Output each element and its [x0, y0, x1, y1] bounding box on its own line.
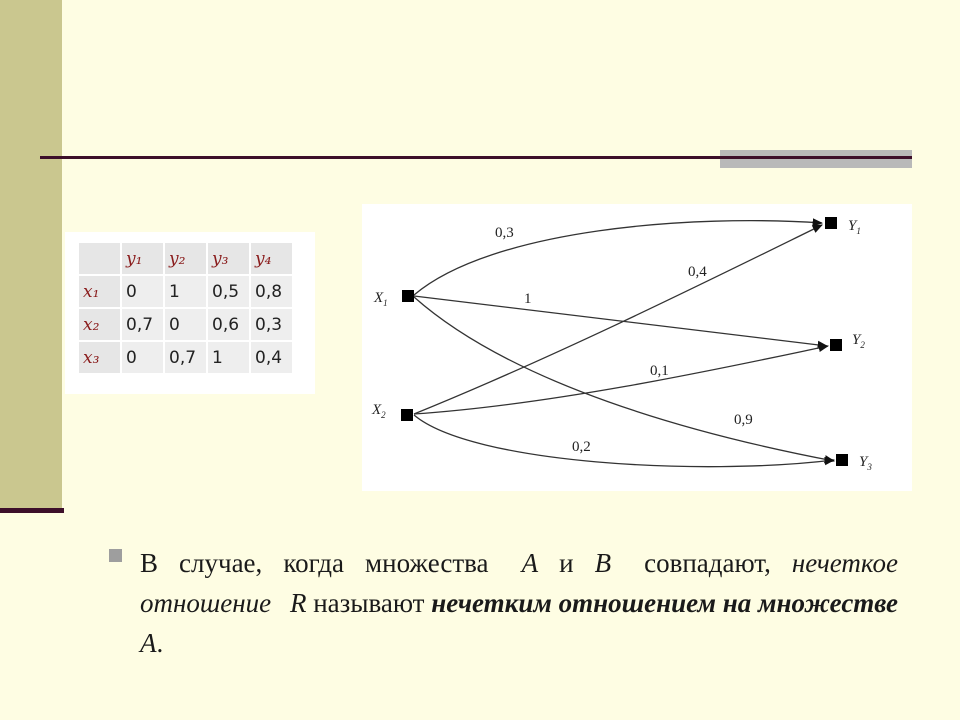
col-header-y4: y₄: [251, 243, 292, 274]
table-cell: 0,5: [208, 276, 249, 307]
edge-x2-y3: [414, 415, 834, 467]
table-cell: 0: [122, 276, 163, 307]
node-y1-label: $Y_1$: [848, 218, 861, 236]
edge-x1-y1: [414, 221, 822, 295]
node-y3-label: $Y_3$: [859, 454, 872, 472]
row-header-x3: x₃: [79, 342, 120, 373]
definition-term: нечетким отношением на множестве: [431, 588, 899, 618]
bullet-marker: [109, 549, 122, 562]
edge-label-x2-y3: 0,2: [572, 439, 591, 455]
title-rule-accent-line: [720, 156, 912, 159]
edge-label-x1-y1: 0,3: [495, 225, 514, 241]
left-decor-band: [0, 0, 62, 512]
table-cell: 0,6: [208, 309, 249, 340]
table-header-row: [79, 243, 292, 274]
table-cell: 0,8: [251, 276, 292, 307]
set-a: A: [521, 548, 539, 578]
node-x1: [402, 290, 414, 302]
table-row: [79, 342, 292, 373]
row-header-x2: x₂: [79, 309, 120, 340]
relation-r: R: [289, 588, 307, 618]
text-part-4: называют: [313, 588, 425, 618]
node-y1: [825, 217, 837, 229]
edge-label-x2-y1: 0,4: [688, 264, 707, 280]
title-rule-accent: [720, 150, 912, 168]
edge-x1-y2: [414, 296, 827, 346]
edge-label-x2-y2: 0,1: [650, 363, 669, 379]
node-x2-label: $X_2$: [372, 402, 386, 420]
edge-x2-y1: [414, 225, 822, 414]
table-corner-cell: [79, 243, 120, 274]
node-x1-label: $X_1$: [374, 290, 388, 308]
edge-label-x1-y3: 0,9: [734, 412, 753, 428]
col-header-y1: y₁: [122, 243, 163, 274]
bullet-paragraph: [140, 543, 898, 663]
text-part-3: нечеткое отношение: [140, 548, 898, 618]
relation-graph-panel: [362, 204, 912, 491]
table-cell: 0: [122, 342, 163, 373]
node-y2-label: $Y_2$: [852, 332, 865, 350]
row-header-x1: x₁: [79, 276, 120, 307]
text-end: .: [156, 628, 164, 658]
node-x2: [401, 409, 413, 421]
relation-graph: [362, 204, 912, 491]
relation-matrix-table: [77, 241, 294, 375]
table-cell: 0,7: [122, 309, 163, 340]
table-row: [79, 309, 292, 340]
edge-label-x1-y2: 1: [524, 291, 532, 307]
text-and: и: [559, 548, 574, 578]
set-a-2: A: [140, 628, 157, 658]
node-y3: [836, 454, 848, 466]
col-header-y3: y₃: [208, 243, 249, 274]
table-row: [79, 276, 292, 307]
table-cell: 0,4: [251, 342, 292, 373]
text-part-2: совпадают,: [644, 548, 771, 578]
text-part-1: В случае, когда множества: [140, 548, 489, 578]
table-cell: 0,3: [251, 309, 292, 340]
table-cell: 1: [165, 276, 206, 307]
set-b: B: [594, 548, 612, 578]
col-header-y2: y₂: [165, 243, 206, 274]
table-cell: 0: [165, 309, 206, 340]
node-y2: [830, 339, 842, 351]
table-cell: 1: [208, 342, 249, 373]
table-cell: 0,7: [165, 342, 206, 373]
edge-x2-y2: [414, 346, 828, 414]
left-band-bottom-line: [0, 508, 64, 513]
